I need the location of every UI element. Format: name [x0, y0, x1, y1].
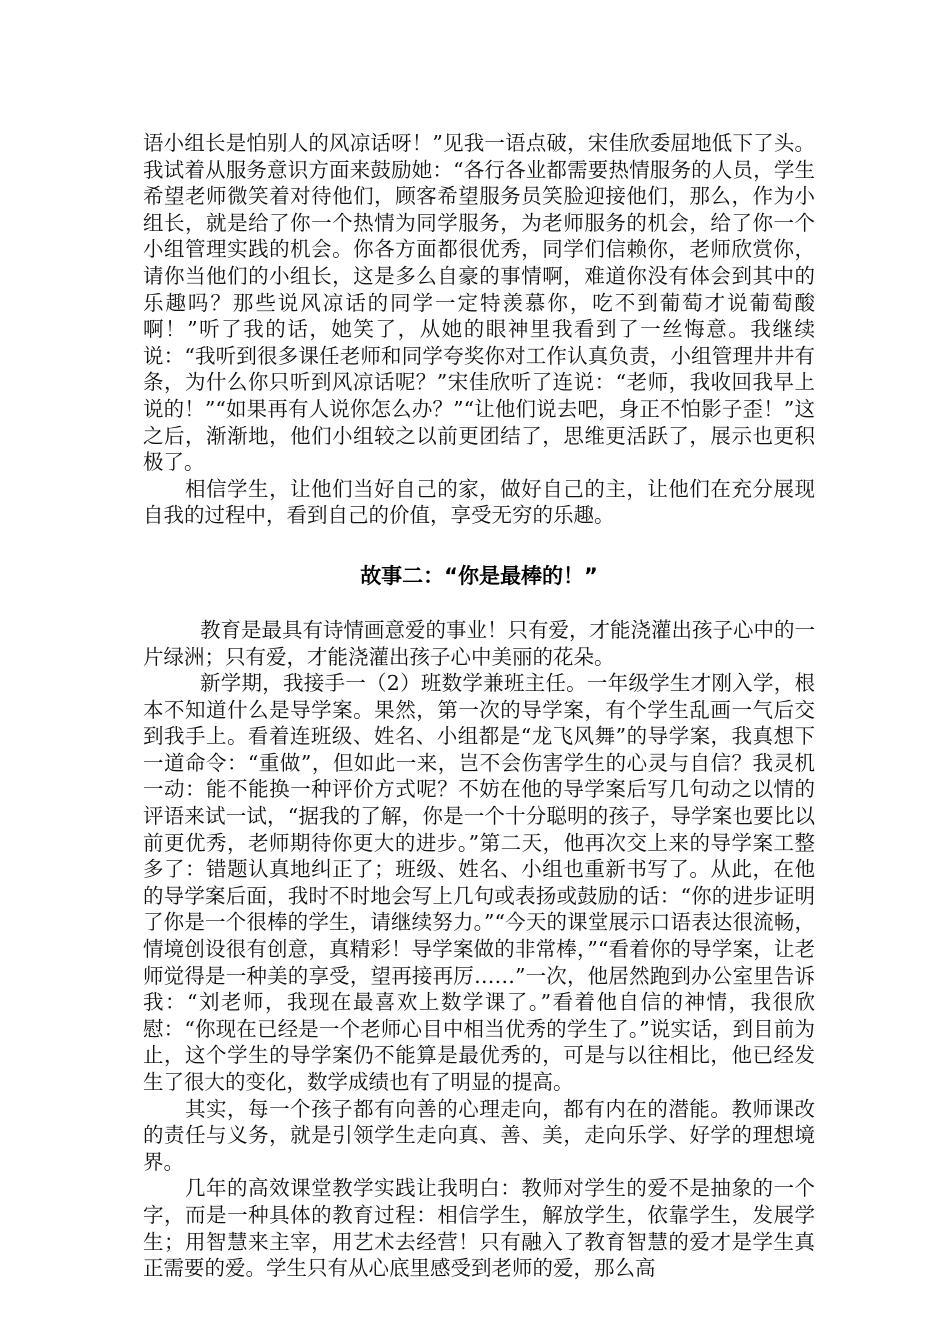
section-heading: 故事二：“你是最棒的！”	[360, 563, 598, 588]
paragraph-summary: 相信学生，让他们当好自己的家，做好自己的主，让他们在充分展现自我的过程中，看到自己的价值，享受无穷的乐趣。	[143, 476, 815, 528]
paragraph-continued: 语小组长是怕别人的风凉话呀！”见我一语点破，宋佳欣委屈地低下了头。我试着从服务意识方面来鼓励她：“各行各业都需要热情服务的人员，学生希望老师微笑着对待他们，顾客希望服务员笑脸迎接他们，那么，作为小组长，就是给了你一个热情为同学服务，为老师服务的机会，给了你一个小组管理实践的机会。你各方面都很优秀，同学们信赖你，老师欣赏你，请你当他们的小组长，这是多么自豪的事情啊，难道你没有体会到其中的乐趣吗？那些说风凉话的同学一定特羡慕你，吃不到葡萄才说葡萄酸啊！”听了我的话，她笑了，从她的眼神里我看到了一丝悔意。我继续说：“我听到很多课任老师和同学夸奖你对工作认真负责，小组管理井井有条，为什么你只听到风凉话呢？”宋佳欣听了连说：“老师，我收回我早上说的！”“如果再有人说你怎么办？”“让他们说去吧，身正不怕影子歪！”这之后，渐渐地，他们小组较之以前更团结了，思维更活跃了，展示也更积极了。	[143, 131, 815, 475]
paragraph-story: 新学期，我接手一（2）班数学兼班主任。一年级学生才刚入学，根本不知道什么是导学案。果然，第一次的导学案，有个学生乱画一气后交到我手上。看着连班级、姓名、小组都是“龙飞风舞”的导学案，我真想下一道命令：“重做”，但如此一来，岂不会伤害学生的心灵与自信？我灵机一动：能不能换一种评价方式呢？不妨在他的导学案后写几句动之以情的评语来试一试，“据我的了解，你是一个十分聪明的孩子，导学案也要比以前更优秀，老师期待你更大的进步。”第二天，他再次交上来的导学案工整多了：错题认真地纠正了；班级、姓名、小组也重新书写了。从此，在他的导学案后面，我时不时地会写上几句或表扬或鼓励的话：“你的进步证明了你是一个很棒的学生，请继续努力。”“今天的课堂展示口语表达很流畅，情境创设很有创意，真精彩！导学案做的非常棒，”“看着你的导学案，让老师觉得是一种美的享受，望再接再厉……”一次，他居然跑到办公室里告诉我：“刘老师，我现在最喜欢上数学课了。”看着他自信的神情，我很欣慰：“你现在已经是一个老师心目中相当优秀的学生了。”说实话，到目前为止，这个学生的导学案仍不能算是最优秀的，可是与以往相比，他已经发生了很大的变化，数学成绩也有了明显的提高。	[143, 671, 815, 1094]
document-page	[143, 130, 815, 1282]
paragraph-conclusion: 几年的高效课堂教学实践让我明白：教师对学生的爱不是抽象的一个字，而是一种具体的教育过程：相信学生，解放学生，依靠学生，发展学生；用智慧来主宰，用艺术去经营！只有融入了教育智慧的爱才是学生真正需要的爱。学生只有从心底里感受到老师的爱，那么高	[143, 1176, 815, 1281]
paragraph-intro: 教育是最具有诗情画意爱的事业！只有爱，才能浇灌出孩子心中的一片绿洲；只有爱，才能浇灌出孩子心中美丽的花朵。	[143, 617, 815, 669]
paragraph-reflection: 其实，每一个孩子都有向善的心理走向，都有内在的潜能。教师课改的责任与义务，就是引领学生走向真、善、美，走向乐学、好学的理想境界。	[143, 1096, 815, 1174]
